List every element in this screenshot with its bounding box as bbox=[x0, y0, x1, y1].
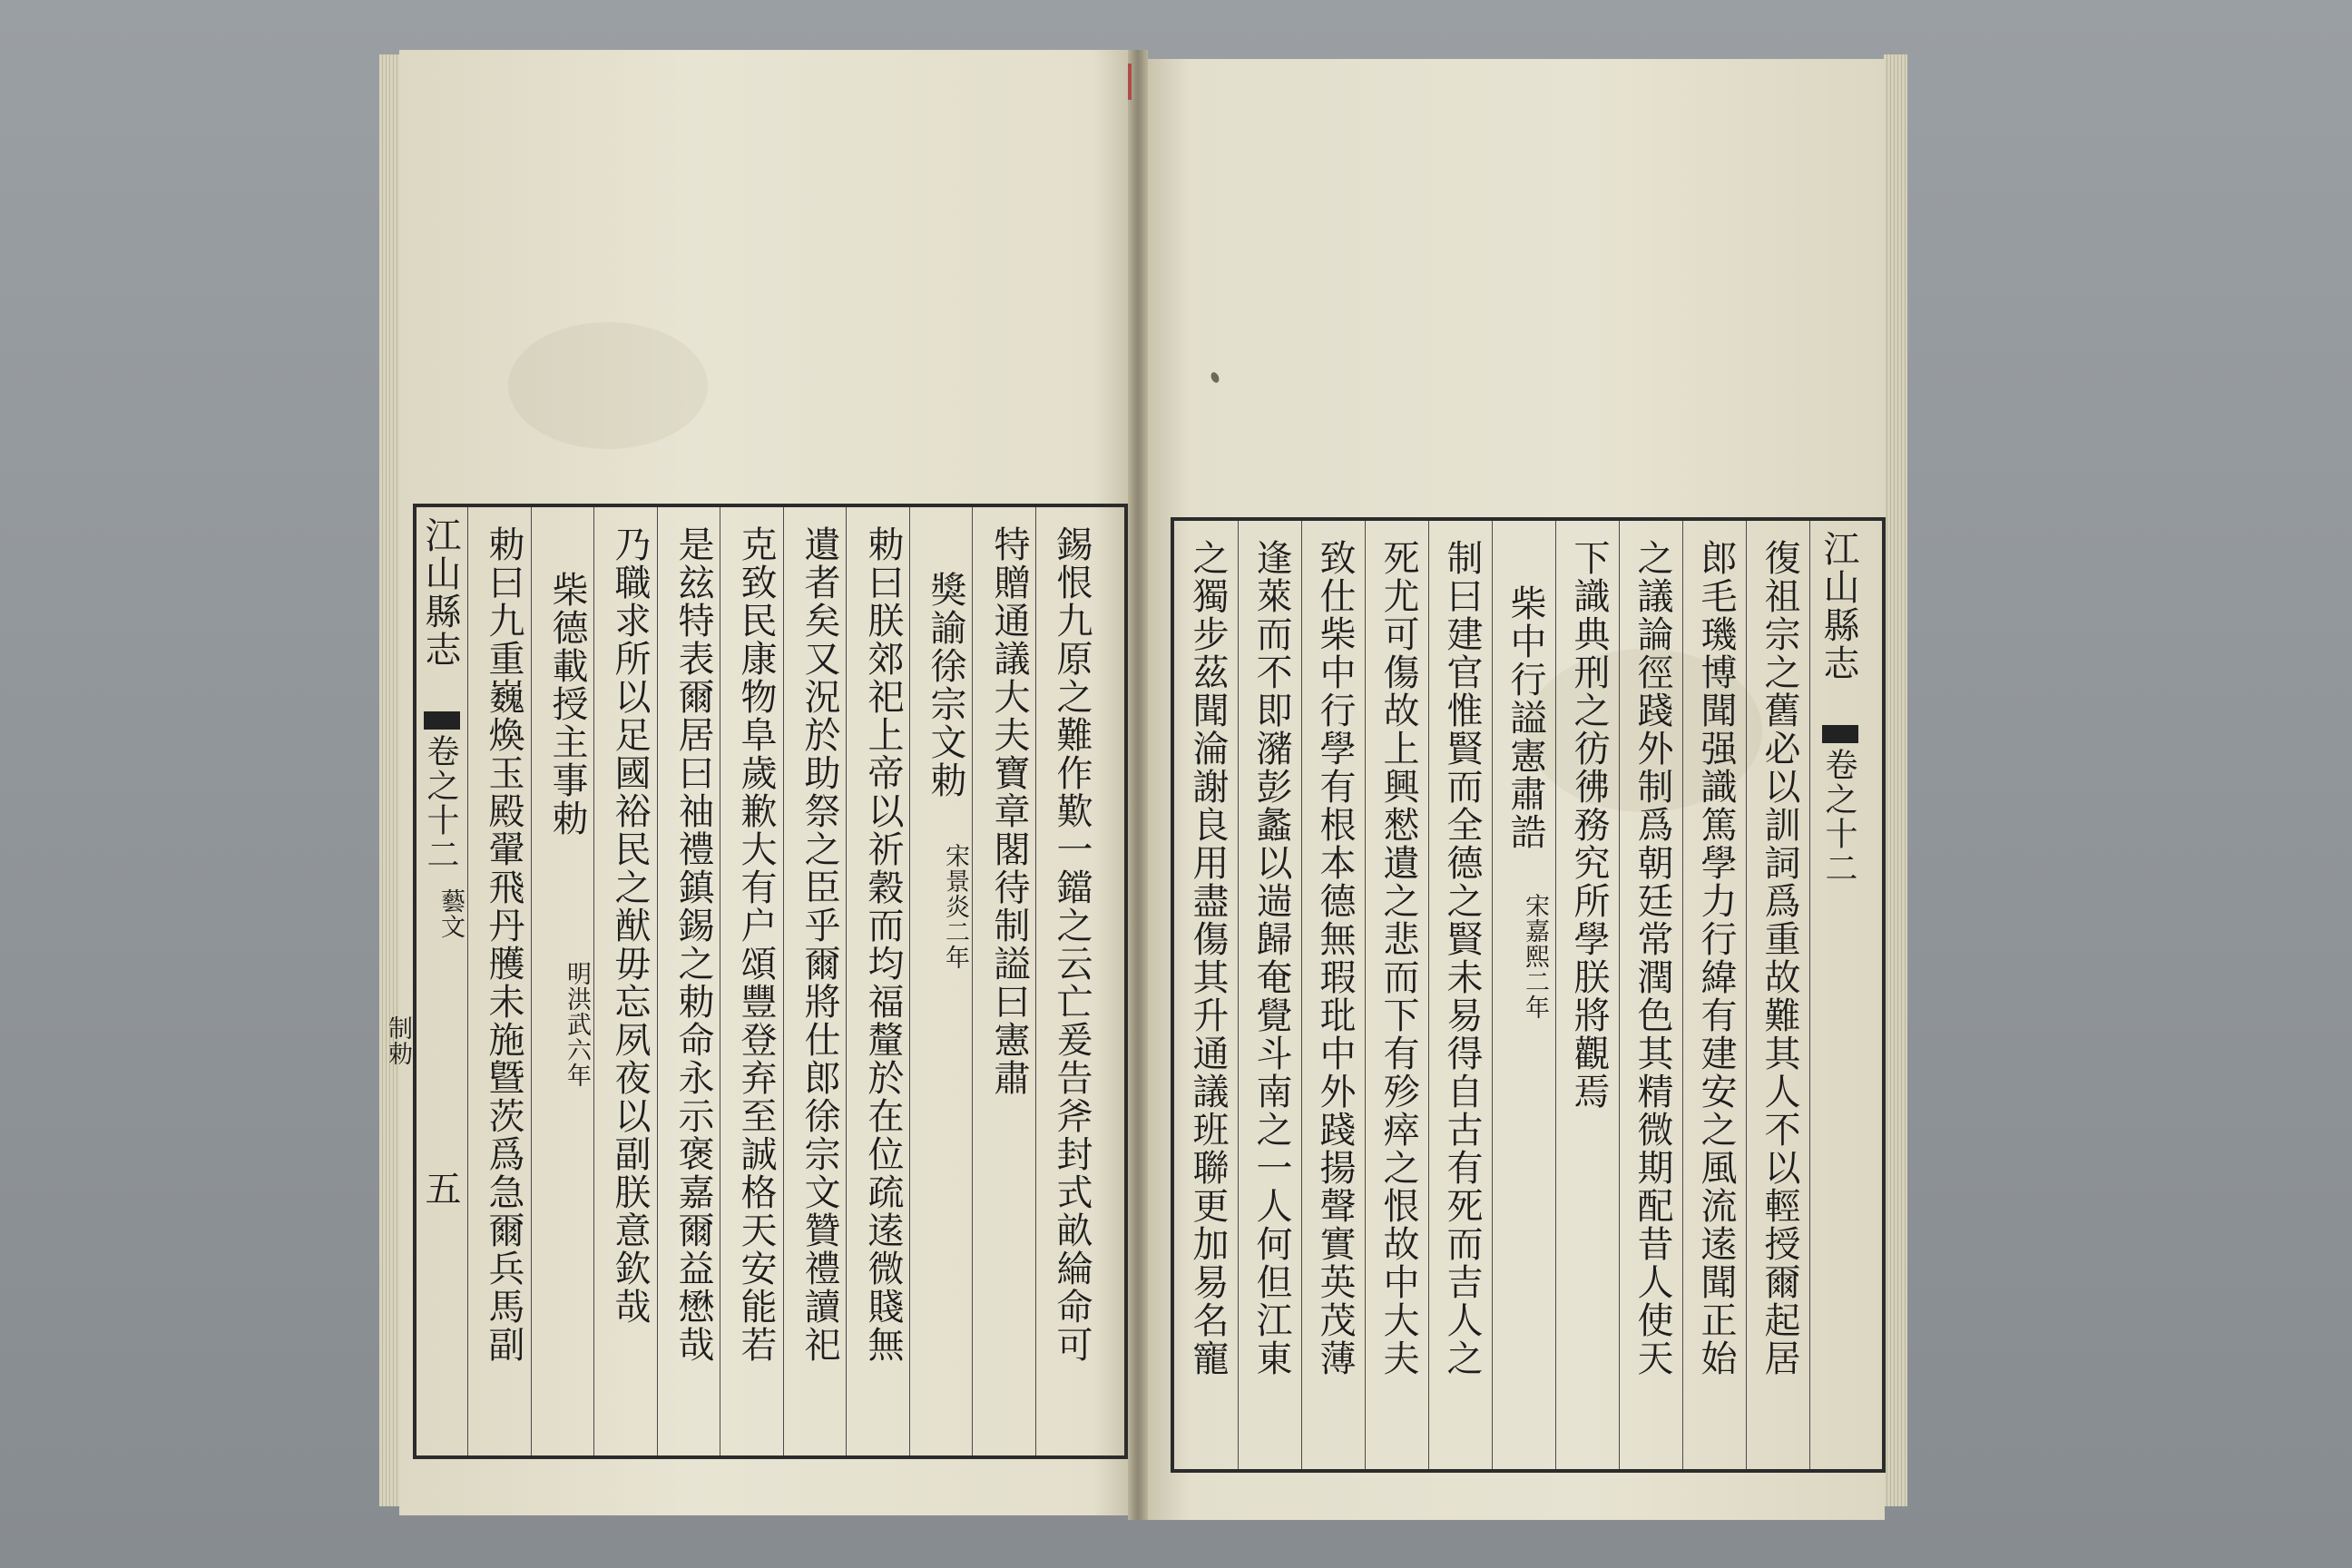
book-gutter bbox=[1128, 50, 1148, 1520]
text-column: 制曰建官惟賢而全德之賢未易得自古有死而吉人之 bbox=[1441, 539, 1483, 1377]
text-column: 致仕柴中行學有根本德無瑕玭中外踐揚聲實英茂薄 bbox=[1314, 539, 1356, 1377]
text-column: 錫恨九原之難作歎一鐺之云亡爰告斧封式畝綸命可 bbox=[1051, 525, 1093, 1364]
column-rule bbox=[1682, 521, 1683, 1469]
text-column: 下識典刑之彷彿務究所學朕將觀焉 bbox=[1568, 539, 1610, 1111]
column-rule bbox=[1365, 521, 1366, 1469]
fish-tail-mark bbox=[424, 711, 460, 730]
book-title: 江山縣志 bbox=[419, 516, 461, 669]
column-rule bbox=[593, 507, 594, 1455]
right-page-stack-edge bbox=[1884, 54, 1907, 1506]
column-rule bbox=[467, 507, 468, 1455]
column-rule bbox=[1428, 521, 1429, 1469]
column-rule bbox=[1035, 507, 1036, 1455]
text-column: 特贈通議大夫寶章閣待制謚曰憲肅 bbox=[988, 525, 1030, 1097]
text-column: 克致民康物阜歲歉大有户頌豐登弃至誠格天安能若 bbox=[735, 525, 777, 1364]
date-note: 宋嘉熙二年 bbox=[1521, 893, 1549, 1020]
text-column: 死尤可傷故上興憖遺之悲而下有殄瘁之恨故中大夫 bbox=[1377, 539, 1419, 1377]
heading-column: 柴德載授主事勅 bbox=[546, 571, 588, 838]
right-text-frame bbox=[1171, 517, 1886, 1473]
column-rule bbox=[1809, 521, 1810, 1469]
heading-column: 柴中行謚憲肅誥 bbox=[1504, 584, 1546, 851]
text-column: 逢萊而不即瀦彭蠡以遄歸奄覺斗南之一人何但江東 bbox=[1250, 539, 1292, 1377]
column-rule bbox=[531, 507, 532, 1455]
volume-label: 卷之十二 bbox=[422, 734, 459, 872]
heading-column: 獎諭徐宗文勅 bbox=[925, 571, 966, 799]
paper-stain bbox=[508, 322, 708, 449]
text-column: 是玆特表爾居曰䄂禮鎮錫之勅命永示褒嘉爾益懋哉 bbox=[672, 525, 714, 1364]
text-column: 之議論徑踐外制爲朝廷常潤色其精微期配昔人使天 bbox=[1632, 539, 1673, 1377]
volume-label: 卷之十二 bbox=[1820, 748, 1857, 886]
date-note: 明洪武六年 bbox=[563, 961, 591, 1088]
section-label: 制勅 bbox=[384, 1015, 412, 1066]
column-rule bbox=[1555, 521, 1556, 1469]
text-column: 乃職求所以足國裕民之猷毋忘夙夜以副朕意欽哉 bbox=[609, 525, 651, 1326]
text-column: 之獨步茲聞淪謝良用盡傷其升通議班聯更加易名寵 bbox=[1187, 539, 1229, 1377]
column-rule bbox=[1746, 521, 1747, 1469]
text-column: 遺者矣又況於助祭之臣乎爾將仕郎徐宗文贊禮讀祀 bbox=[799, 525, 840, 1364]
left-text-frame bbox=[384, 504, 1128, 1459]
column-rule bbox=[1301, 521, 1302, 1469]
fish-tail-mark bbox=[1822, 725, 1858, 743]
column-rule bbox=[657, 507, 658, 1455]
column-rule bbox=[1619, 521, 1620, 1469]
page-number: 五 bbox=[419, 1170, 461, 1208]
column-rule bbox=[972, 507, 973, 1455]
category-label: 藝文 bbox=[436, 888, 465, 939]
column-rule bbox=[1492, 521, 1493, 1469]
column-rule bbox=[783, 507, 784, 1455]
text-column: 勅曰朕郊祀上帝以祈穀而均福釐於在位疏逺微賤無 bbox=[862, 525, 904, 1364]
date-note: 宋景炎二年 bbox=[941, 843, 969, 970]
column-rule bbox=[1238, 521, 1239, 1469]
book-title: 江山縣志 bbox=[1818, 530, 1859, 682]
text-column: 復祖宗之舊必以訓詞爲重故難其人不以輕授爾起居 bbox=[1759, 539, 1800, 1377]
column-rule bbox=[909, 507, 910, 1455]
text-column: 勅曰九重巍煥玉殿翬飛丹雘未施曁茨爲急爾兵馬副 bbox=[483, 525, 524, 1364]
column-rule bbox=[846, 507, 847, 1455]
spine-thread-mark bbox=[1128, 64, 1132, 100]
text-column: 郎毛璣博聞强識篤學力行緯有建安之風流逺聞正始 bbox=[1695, 539, 1737, 1377]
